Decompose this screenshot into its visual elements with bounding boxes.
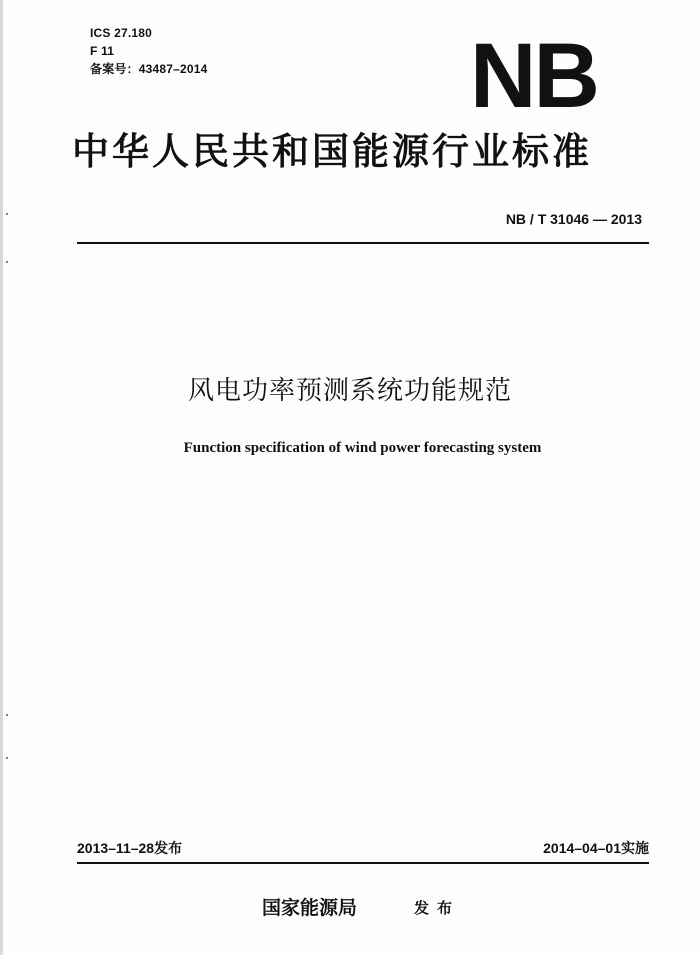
issue-date: 2013–11–28发布 [77, 840, 183, 856]
ics-code: ICS 27.180 [90, 26, 153, 40]
scan-speck [6, 261, 8, 263]
scan-speck [6, 714, 8, 716]
classification-code: F 11 [90, 44, 115, 58]
nb-logo: NB [470, 25, 597, 127]
metadata-block [90, 24, 208, 78]
record-number: 备案号：43487–2014 [90, 62, 208, 76]
standard-number: NB / T 31046 — 2013 [505, 211, 642, 227]
scan-speck [6, 213, 8, 215]
effective-date: 2014–04–01实施 [543, 840, 649, 856]
publisher-name: 国家能源局 [262, 897, 358, 919]
bottom-divider [77, 862, 649, 864]
scan-speck [6, 757, 8, 759]
page-edge [0, 0, 3, 955]
organization-title: 中华人民共和国能源行业标准 [72, 130, 592, 173]
top-divider [77, 242, 649, 244]
publisher-action: 发布 [414, 899, 461, 917]
document-title-english: Function specification of wind power forecasting system [183, 440, 542, 456]
document-title-chinese: 风电功率预测系统功能规范 [187, 376, 512, 406]
